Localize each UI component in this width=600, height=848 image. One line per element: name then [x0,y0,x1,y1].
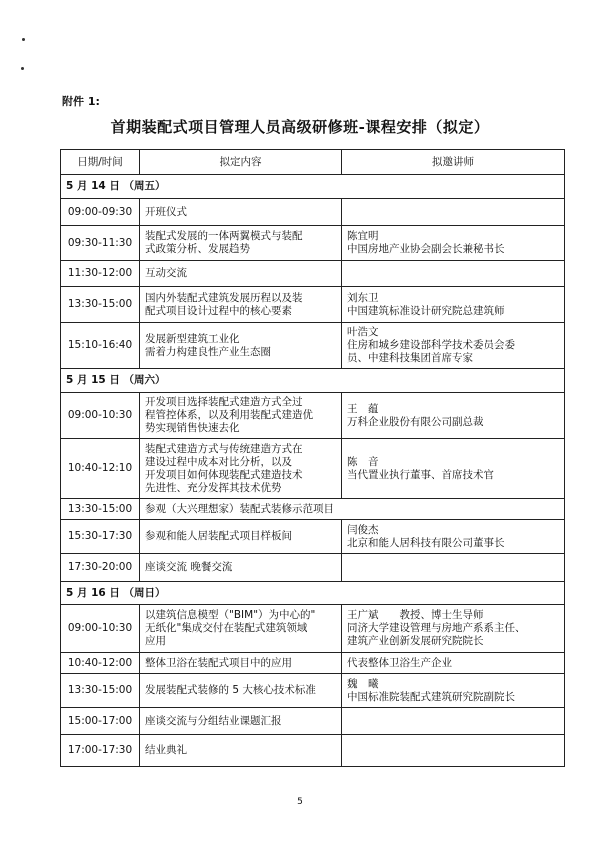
speaker-cell: 代表整体卫浴生产企业 [342,653,565,674]
content-cell: 装配式发展的一体两翼模式与装配 式政策分析、发展趋势 [140,226,342,261]
speaker-cell: 王广斌 教授、博士生导师 同济大学建设管理与房地产系系主任、 建筑产业创新发展研究院院长 [342,605,565,653]
time-cell: 10:40-12:00 [61,653,140,674]
table-row [61,393,565,439]
time-cell: 17:00-17:30 [61,735,140,767]
day-label: 5 月 16 日 （周日） [61,582,565,605]
attachment-label: 附件 1: [62,95,100,108]
content-cell: 结业典礼 [140,735,342,767]
time-cell: 17:30-20:00 [61,554,140,582]
content-cell: 参观和能人居装配式项目样板间 [140,520,342,554]
table-row [61,554,565,582]
table-row [61,708,565,735]
content-cell: 参观（大兴理想家）装配式装修示范项目 [140,499,565,520]
table-row [61,323,565,369]
table-row [61,674,565,708]
table-row [61,261,565,287]
table-row [61,653,565,674]
speaker-cell [342,199,565,226]
content-cell: 发展新型建筑工业化 需着力构建良性产业生态圈 [140,323,342,369]
header-speaker: 拟邀讲师 [342,150,565,175]
content-cell: 座谈交流 晚餐交流 [140,554,342,582]
day-row [61,175,565,199]
table-row [61,287,565,323]
table-row [61,735,565,767]
content-cell: 座谈交流与分组结业课题汇报 [140,708,342,735]
table-row [61,199,565,226]
content-cell: 以建筑信息模型（"BIM"）为中心的" 无纸化"集成交付在装配式建筑领域 应用 [140,605,342,653]
time-cell: 11:30-12:00 [61,261,140,287]
time-cell: 15:10-16:40 [61,323,140,369]
header-row [61,150,565,175]
speaker-cell: 叶浩文 住房和城乡建设部科学技术委员会委 员、中建科技集团首席专家 [342,323,565,369]
day-row [61,369,565,393]
time-cell: 15:30-17:30 [61,520,140,554]
header-content: 拟定内容 [140,150,342,175]
table-row [61,520,565,554]
schedule-table [60,149,565,767]
speaker-cell: 闫俊杰 北京和能人居科技有限公司董事长 [342,520,565,554]
table-row [61,499,565,520]
speaker-cell: 陈 音 当代置业执行董事、首席技术官 [342,439,565,499]
time-cell: 13:30-15:00 [61,499,140,520]
day-label: 5 月 15 日 （周六） [61,369,565,393]
content-cell: 整体卫浴在装配式项目中的应用 [140,653,342,674]
speaker-cell [342,735,565,767]
content-cell: 发展装配式装修的 5 大核心技术标准 [140,674,342,708]
time-cell: 13:30-15:00 [61,674,140,708]
speaker-cell [342,261,565,287]
day-label: 5 月 14 日 （周五） [61,175,565,199]
table-row [61,605,565,653]
header-date-time: 日期/时间 [61,150,140,175]
speaker-cell: 王 蕴 万科企业股份有限公司副总裁 [342,393,565,439]
content-cell: 互动交流 [140,261,342,287]
speaker-cell [342,554,565,582]
speaker-cell [342,708,565,735]
table-row [61,439,565,499]
scan-dot [21,67,24,70]
time-cell: 15:00-17:00 [61,708,140,735]
speaker-cell: 魏 曦 中国标准院装配式建筑研究院副院长 [342,674,565,708]
time-cell: 13:30-15:00 [61,287,140,323]
page-number: 5 [297,797,303,807]
day-row [61,582,565,605]
time-cell: 09:00-09:30 [61,199,140,226]
speaker-cell: 刘东卫 中国建筑标准设计研究院总建筑师 [342,287,565,323]
content-cell: 开发项目选择装配式建造方式全过 程管控体系，以及利用装配式建造优 势实现销售快速去化 [140,393,342,439]
content-cell: 装配式建造方式与传统建造方式在 建设过程中成本对比分析，以及 开发项目如何体现装配式建造技术 先进性、充分发挥其技术优势 [140,439,342,499]
time-cell: 10:40-12:10 [61,439,140,499]
time-cell: 09:00-10:30 [61,393,140,439]
table-row [61,226,565,261]
scan-dot [22,38,25,41]
time-cell: 09:00-10:30 [61,605,140,653]
document-title: 首期装配式项目管理人员高级研修班-课程安排（拟定） [110,118,490,136]
time-cell: 09:30-11:30 [61,226,140,261]
content-cell: 开班仪式 [140,199,342,226]
content-cell: 国内外装配式建筑发展历程以及装 配式项目设计过程中的核心要素 [140,287,342,323]
speaker-cell: 陈宜明 中国房地产业协会副会长兼秘书长 [342,226,565,261]
